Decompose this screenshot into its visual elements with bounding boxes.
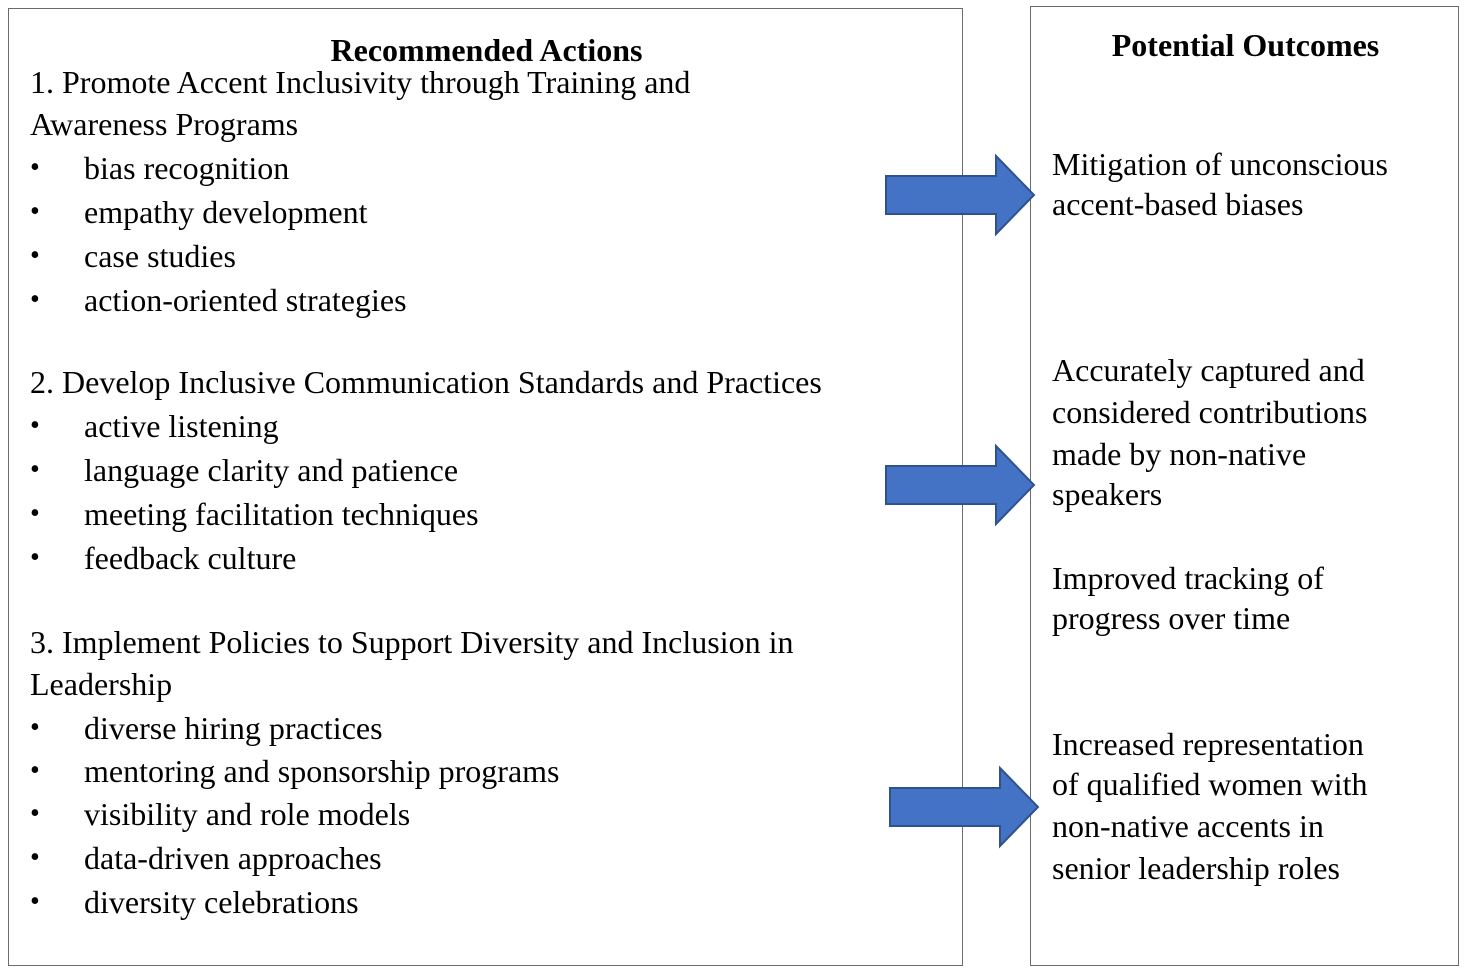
bullet-icon: • (30, 542, 40, 573)
bullet-icon: • (30, 152, 40, 183)
arrow-shape (890, 768, 1038, 846)
arrow-shape (886, 446, 1034, 524)
bullet-icon: • (30, 798, 40, 829)
bullet-icon: • (30, 886, 40, 917)
list-item-text: feedback culture (84, 540, 297, 576)
bullet-icon: • (30, 240, 40, 271)
list-item-text: visibility and role models (84, 796, 411, 832)
arrow-right-icon-3 (888, 766, 1042, 850)
arrow-right-icon-2 (884, 444, 1038, 528)
list-item-text: action-oriented strategies (84, 282, 407, 318)
arrow-right-icon-1 (884, 154, 1038, 238)
list-item-text: case studies (84, 238, 236, 274)
list-item-text: data-driven approaches (84, 840, 382, 876)
arrow-shape (886, 156, 1034, 234)
outcome-1-line-1: Mitigation of unconscious (1052, 146, 1388, 182)
list-item-text: active listening (84, 408, 279, 444)
bullet-icon: • (30, 284, 40, 315)
section-1-heading-line-1: 1. Promote Accent Inclusivity through Training and (30, 64, 691, 100)
outcome-1-line-2: accent-based biases (1052, 186, 1304, 222)
bullet-icon: • (30, 454, 40, 485)
bullet-icon: • (30, 755, 40, 786)
bullet-icon: • (30, 498, 40, 529)
list-item-text: diverse hiring practices (84, 710, 383, 746)
outcome-4-line-4: senior leadership roles (1052, 850, 1340, 886)
outcome-2-line-3: made by non-native (1052, 436, 1307, 472)
section-3-heading-line-1: 3. Implement Policies to Support Diversity and Inclusion in (30, 624, 794, 660)
list-item-text: diversity celebrations (84, 884, 359, 920)
outcome-2-line-1: Accurately captured and (1052, 352, 1365, 388)
bullet-icon: • (30, 712, 40, 743)
section-3-heading-line-2: Leadership (30, 666, 173, 702)
outcome-3-line-1: Improved tracking of (1052, 560, 1324, 596)
outcome-4-line-1: Increased representation (1052, 726, 1364, 762)
list-item-text: empathy development (84, 194, 368, 230)
list-item-text: meeting facilitation techniques (84, 496, 479, 532)
outcome-2-line-4: speakers (1052, 476, 1163, 512)
section-1-heading-line-2: Awareness Programs (30, 106, 299, 142)
section-2-heading-line-1: 2. Develop Inclusive Communication Standards and Practices (30, 364, 822, 400)
list-item-text: bias recognition (84, 150, 290, 186)
bullet-icon: • (30, 196, 40, 227)
list-item-text: mentoring and sponsorship programs (84, 753, 560, 789)
outcome-4-line-3: non-native accents in (1052, 808, 1324, 844)
list-item-text: language clarity and patience (84, 452, 459, 488)
outcome-4-line-2: of qualified women with (1052, 766, 1368, 802)
outcome-2-line-2: considered contributions (1052, 394, 1368, 430)
outcome-3-line-2: progress over time (1052, 600, 1291, 636)
bullet-icon: • (30, 410, 40, 441)
bullet-icon: • (30, 842, 40, 873)
potential-outcomes-title: Potential Outcomes (1111, 27, 1380, 63)
recommended-actions-title: Recommended Actions (330, 32, 643, 68)
